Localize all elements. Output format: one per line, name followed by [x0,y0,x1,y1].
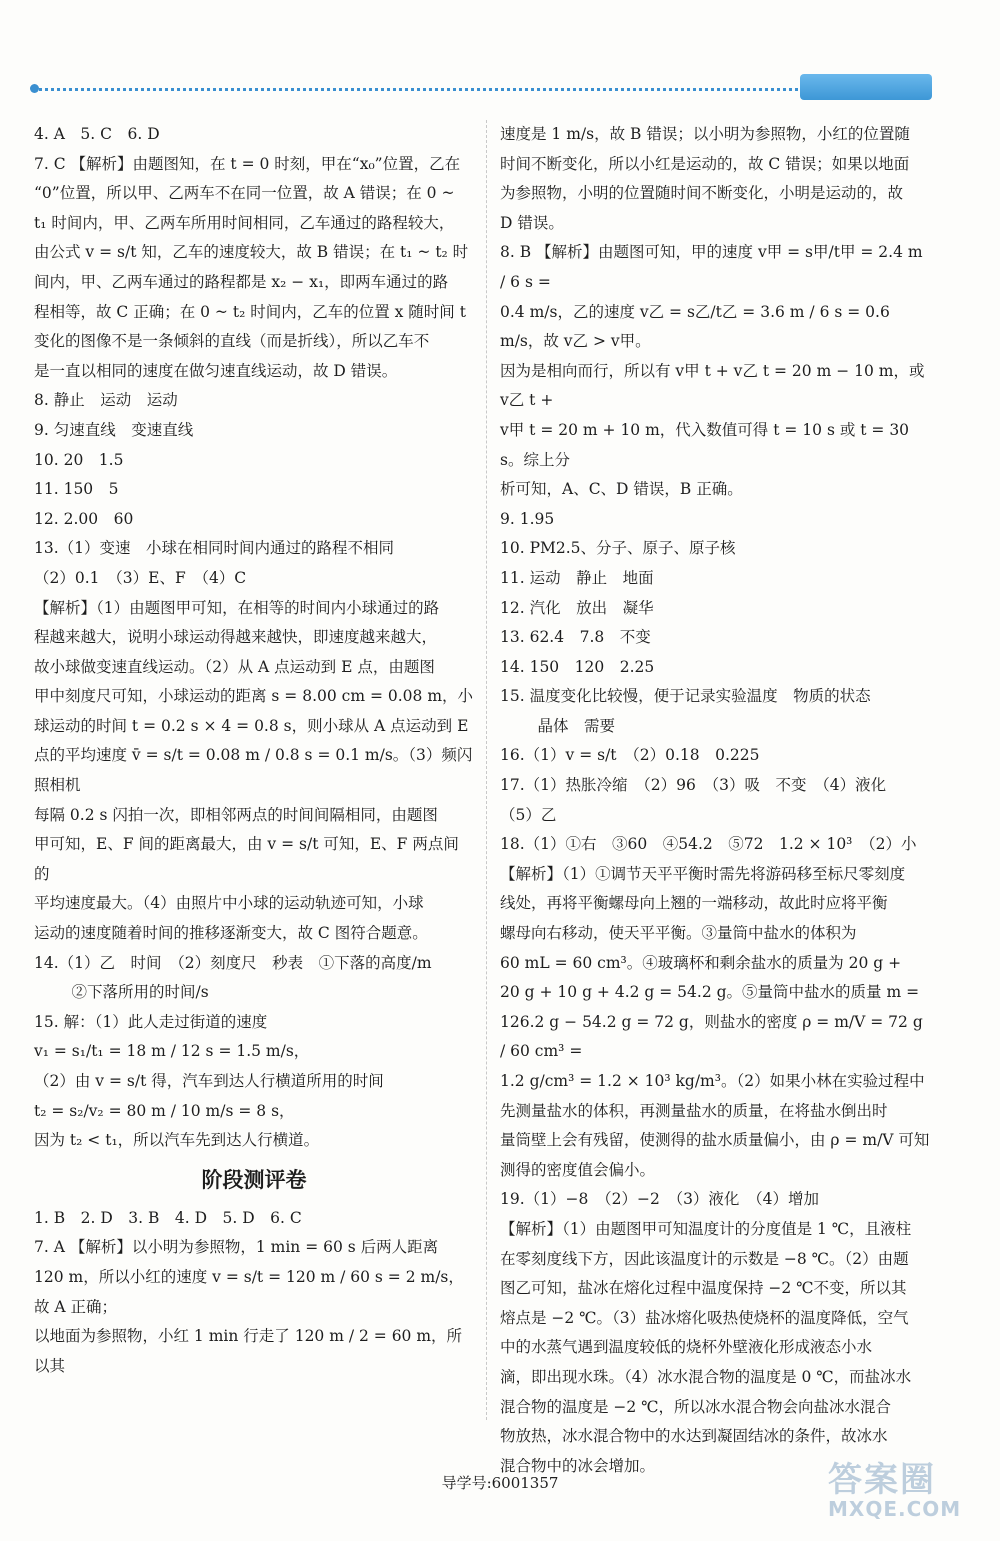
text-line: 在零刻度线下方，因此该温度计的示数是 −8 ℃。（2）由题 [500,1249,909,1268]
text-line: 球运动的时间 t = 0.2 s × 4 = 0.8 s，则小球从 A 点运动到 E [34,716,469,735]
text-line: 18.（1）①右 ③60 ④54.2 ⑤72 1.2 × 10³ （2）小 [500,835,917,854]
text-line: 物放热，冰水混合物中的水达到凝固结冰的条件，故冰水 [500,1427,888,1446]
watermark-logo [828,1452,990,1532]
text-line: 析可知，A、C、D 错误，B 正确。 [500,480,743,499]
text-line: 程相等，故 C 正确；在 0 ~ t₂ 时间内，乙车的位置 x 随时间 t [34,302,466,321]
text-line: 1.2 g/cm³ = 1.2 × 10³ kg/m³。（2）如果小林在实验过程中 [500,1072,925,1090]
text-line: 图乙可知，盐冰在熔化过程中温度保持 −2 ℃不变，所以其 [500,1279,907,1298]
text-line: v₁ = s₁/t₁ = 18 m / 12 s = 1.5 m/s， [34,1042,310,1061]
text-line: 4. A 5. C 6. D [34,125,160,143]
text-line: 以地面为参照物，小红 1 min 行走了 120 m / 2 = 60 m，所以其 [34,1327,463,1375]
text-line: 晶体 需要 [522,716,616,735]
text-line: 8. B 【解析】由题图可知，甲的速度 v甲 = s甲/t甲 = 2.4 m / 6 s = [500,243,928,291]
column-divider [486,120,487,1420]
text-line: 17.（1）热胀冷缩 （2）96 （3）吸 不变 （4）液化 [500,776,887,795]
text-line: 7. C 【解析】由题图知，在 t = 0 时刻，甲在“x₀”位置，乙在 [34,154,461,173]
text-line: 因为是相向而行，所以有 v甲 t + v乙 t = 20 m − 10 m，或 v乙 t + [500,361,930,410]
text-line: 13.（1）变速 小球在相同时间内通过的路程不相同 [34,539,395,558]
watermark-text: 答案圈 [828,1460,936,1500]
text-line: （2）由 v = s/t 得，汽车到达人行横道所用的时间 [34,1072,384,1090]
text-line: 运动的速度随着时间的推移逐渐变大，故 C 图符合题意。 [34,924,428,943]
text-line: 混合物中的冰会增加。 [500,1456,656,1475]
text-line: 由公式 v = s/t 知，乙车的速度较大，故 B 错误；在 t₁ ~ t₂ 时 [34,243,469,262]
text-line: 20 g + 10 g + 4.2 g = 54.2 g。⑤量筒中盐水的质量 m = [500,983,920,1002]
text-line: “0”位置，所以甲、乙两车不在同一位置，故 A 错误；在 0 ~ [34,184,455,203]
watermark-url: MXQE.COM [828,1497,962,1521]
header-dotted-rule [34,88,804,91]
text-line: 为参照物，小明的位置随时间不断变化，小明是运动的，故 [500,184,904,203]
text-line: 14.（1）乙 时间 （2）刻度尺 秒表 ①下落的高度/m [34,953,432,972]
text-line: 15. 温度变化比较慢，便于记录实验温度 物质的状态 [500,687,871,706]
text-line: 甲可知，E、F 间的距离最大，由 v = s/t 可知，E、F 两点间的 [34,835,459,883]
text-line: 120 m，所以小红的速度 v = s/t = 120 m / 60 s = 2 m/s，故 A 正确； [34,1267,464,1316]
text-line: 点的平均速度 v̄ = s/t = 0.08 m / 0.8 s = 0.1 m/s。（3）频闪照相机 [34,746,473,795]
text-line: 熔点是 −2 ℃。（3）盐冰熔化吸热使烧杯的温度降低，空气 [500,1308,909,1327]
text-line: 测得的密度值会偏小。 [500,1160,656,1179]
text-line: t₁ 时间内，甲、乙两车所用时间相同，乙车通过的路程较大， [34,213,455,232]
text-line: 变化的图像不是一条倾斜的直线（而是折线），所以乙车不 [34,332,430,351]
text-line: 10. PM2.5、分子、原子、原子核 [500,539,736,558]
text-line: （5）乙 [500,805,557,824]
text-line: t₂ = s₂/v₂ = 80 m / 10 m/s = 8 s， [34,1101,295,1120]
text-line: 程越来越大，说明小球运动得越来越快，即速度越来越大， [34,628,438,647]
text-line: （2）0.1 （3）E、F （4）C [34,568,247,587]
text-line: 故小球做变速直线运动。（2）从 A 点运动到 E 点，由题图 [34,657,435,676]
text-line: 13. 62.4 7.8 不变 [500,628,651,647]
text-line: 因为 t₂ < t₁，所以汽车先到达人行横道。 [34,1131,320,1150]
text-line: 间内，甲、乙两车通过的路程都是 x₂ − x₁，即两车通过的路 [34,272,449,291]
text-line: 量筒壁上会有残留，使测得的盐水质量偏小，由 ρ = m/V 可知 [500,1131,930,1150]
header-tab [800,74,932,100]
text-line: 7. A 【解析】以小明为参照物，1 min = 60 s 后两人距离 [34,1238,439,1257]
text-line: 速度是 1 m/s，故 B 错误；以小明为参照物，小红的位置随 [500,125,910,143]
text-line: 16.（1）v = s/t （2）0.18 0.225 [500,746,760,765]
text-line: 混合物的温度是 −2 ℃，所以冰水混合物会向盐冰水混合 [500,1397,892,1416]
page-footer: 导学号:6001357 [441,1474,559,1492]
text-line: 平均速度最大。（4）由照片中小球的运动轨迹可知，小球 [34,894,424,913]
text-line: 1. B 2. D 3. B 4. D 5. D 6. C [34,1208,302,1227]
text-line: 15. 解：（1）此人走过街道的速度 [34,1012,268,1031]
text-line: 8. 静止 运动 运动 [34,391,178,410]
text-line: 0.4 m/s，乙的速度 v乙 = s乙/t乙 = 3.6 m / 6 s = 0.6 m/s，故 v乙 > v甲。 [500,302,895,351]
text-line: 滴，即出现水珠。（4）冰水混合物的温度是 0 ℃，而盐冰水 [500,1367,912,1386]
text-line: 【解析】（1）由题图甲可知温度计的分度值是 1 ℃，且液柱 [500,1219,912,1238]
text-line: 9. 1.95 [500,509,555,528]
text-line: 是一直以相同的速度在做匀速直线运动，故 D 错误。 [34,361,398,380]
text-line: 126.2 g − 54.2 g = 72 g，则盐水的密度 ρ = m/V = 72 g / 60 cm³ = [500,1012,928,1061]
text-line: ②下落所用的时间/s [56,983,209,1002]
text-line: 11. 150 5 [34,480,119,499]
text-line: 10. 20 1.5 [34,450,124,469]
text-line: 19.（1）−8 （2）−2 （3）液化 （4）增加 [500,1190,820,1209]
text-line: 11. 运动 静止 地面 [500,568,654,587]
text-line: v甲 t = 20 m + 10 m，代入数值可得 t = 10 s 或 t = 30 s。综上分 [500,420,914,469]
text-line: 【解析】（1）由题图甲可知，在相等的时间内小球通过的路 [34,598,440,617]
text-line: 时间不断变化，所以小红是运动的，故 C 错误；如果以地面 [500,154,910,173]
section-title: 阶段测评卷 [201,1166,307,1192]
text-line: 12. 2.00 60 [34,509,134,528]
text-line: 9. 匀速直线 变速直线 [34,420,194,439]
left-column [34,120,474,1381]
text-line: 甲中刻度尺可知，小球运动的距离 s = 8.00 cm = 0.08 m，小 [34,687,474,706]
text-line: D 错误。 [500,213,564,232]
right-column [500,120,930,1481]
text-line: 线处，再将平衡螺母向上翘的一端移动，故此时应将平衡 [500,894,888,913]
text-line: 12. 汽化 放出 凝华 [500,598,654,617]
text-line: 螺母向右移动，使天平平衡。③量筒中盐水的体积为 [500,924,857,943]
text-line: 中的水蒸气遇到温度较低的烧杯外壁液化形成液态小水 [500,1338,873,1357]
text-line: 先测量盐水的体积，再测量盐水的质量，在将盐水倒出时 [500,1101,888,1120]
text-line: 【解析】（1）①调节天平平衡时需先将游码移至标尺零刻度 [500,864,906,883]
text-line: 每隔 0.2 s 闪拍一次，即相邻两点的时间间隔相同，由题图 [34,805,438,824]
text-line: 14. 150 120 2.25 [500,657,655,676]
text-line: 60 mL = 60 cm³。④玻璃杯和剩余盐水的质量为 20 g + [500,953,902,972]
